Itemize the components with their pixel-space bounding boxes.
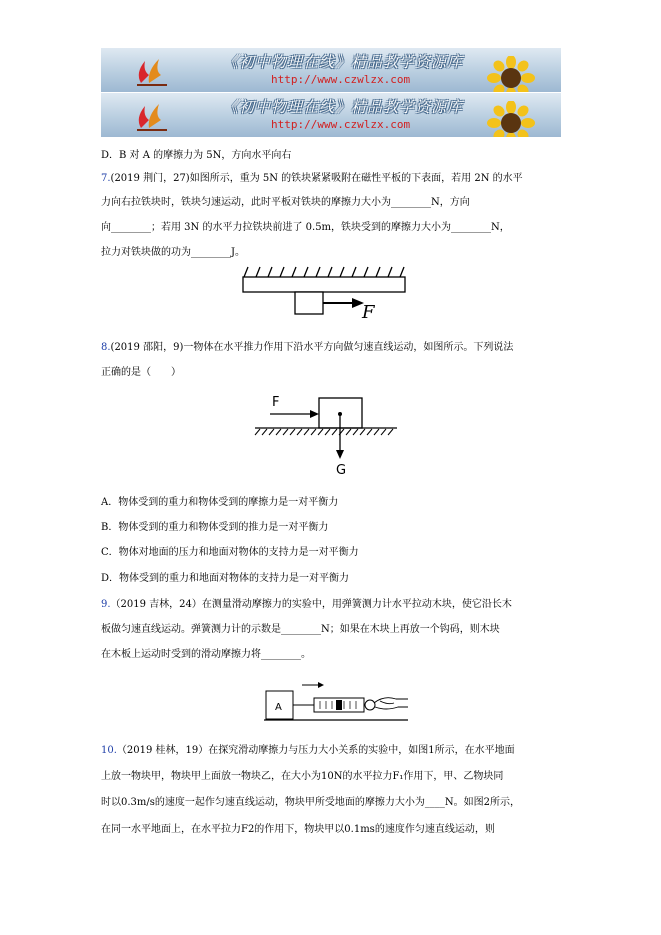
question-10-line-4: 在同一水平地面上，在水平拉力F2的作用下，物块甲以0.1ms的速度作匀速直线运动，则	[101, 824, 495, 835]
question-text: （2019 桂林，19）在探究滑动摩擦力与压力大小关系的实验中，如图1所示，在水平地面	[116, 745, 515, 756]
question-8-line-2: 正确的是（ ）	[101, 367, 181, 378]
question-10-line-1	[101, 744, 515, 758]
sunflower-icon	[486, 101, 536, 137]
banner-title: 《初中物理在线》精品教学资源库	[223, 98, 464, 116]
figure-magnetic-plate	[240, 264, 410, 320]
question-text: (2019 荆门，27)如图所示，重为 5N 的铁块紧紧吸附在磁性平板的下表面，若用 2N 的水平	[110, 173, 523, 184]
sunflower-icon	[486, 56, 536, 92]
question-9-line-2: 板做匀速直线运动。弹簧测力计的示数是________N；如果在木块上再放一个钩码，则木块	[101, 624, 500, 635]
question-8-line-1	[101, 341, 513, 355]
header-banner-2	[101, 93, 561, 137]
question-7-line-4: 拉力对铁块做的功为________J。	[101, 247, 246, 258]
figure-spring-scale	[262, 679, 412, 729]
option-d: D．物体受到的重力和地面对物体的支持力是一对平衡力	[101, 573, 350, 584]
push-force-label: F	[272, 395, 280, 410]
question-10-line-2: 上放一物块甲，物块甲上面放一物块乙，在大小为10N的水平拉力F₁作用下，甲、乙物块同	[101, 771, 504, 782]
question-7-line-2: 力向右拉铁块时，铁块匀速运动，此时平板对铁块的摩擦力大小为________N，方向	[101, 197, 470, 208]
question-7-line-3: 向________；若用 3N 的水平力拉铁块前进了 0.5m，铁块受到的摩擦力大小为________N，	[101, 222, 510, 233]
question-text: (2019 邵阳，9)一物体在水平推力作用下沿水平方向做匀速直线运动，如图所示。下列说法	[110, 342, 514, 353]
option-a: A．物体受到的重力和物体受到的摩擦力是一对平衡力	[101, 497, 339, 508]
option-c: C．物体对地面的压力和地面对物体的支持力是一对平衡力	[101, 547, 359, 558]
header-banner-1	[101, 48, 561, 92]
force-label: F	[362, 302, 375, 320]
site-logo-icon	[131, 98, 171, 132]
banner-title: 《初中物理在线》精品教学资源库	[223, 53, 464, 71]
question-number: 10.	[101, 745, 117, 756]
question-text: （2019 吉林，24）在测量滑动摩擦力的实验中，用弹簧测力计水平拉动木块，使它沿长木	[110, 599, 512, 610]
question-number: 8.	[101, 342, 111, 353]
figure-block-on-floor	[252, 390, 402, 478]
question-number: 9.	[101, 599, 111, 610]
question-10-line-3: 时以0.3m/s的速度一起作匀速直线运动，物块甲所受地面的摩擦力大小为____N。如图2所示，	[101, 797, 520, 808]
question-number: 7.	[101, 173, 111, 184]
site-logo-icon	[131, 53, 171, 87]
question-7-line-1	[101, 172, 523, 186]
block-label: A	[275, 702, 282, 713]
option-d-prev: D．B 对 A 的摩擦力为 5N，方向水平向右	[101, 150, 292, 161]
banner-url[interactable]: http://www.czwlzx.com	[271, 73, 411, 86]
question-9-line-3: 在木板上运动时受到的滑动摩擦力将________。	[101, 649, 311, 660]
gravity-label: G	[336, 463, 347, 478]
question-9-line-1	[101, 598, 512, 612]
banner-url[interactable]: http://www.czwlzx.com	[271, 118, 411, 131]
option-b: B．物体受到的重力和物体受到的推力是一对平衡力	[101, 522, 329, 533]
